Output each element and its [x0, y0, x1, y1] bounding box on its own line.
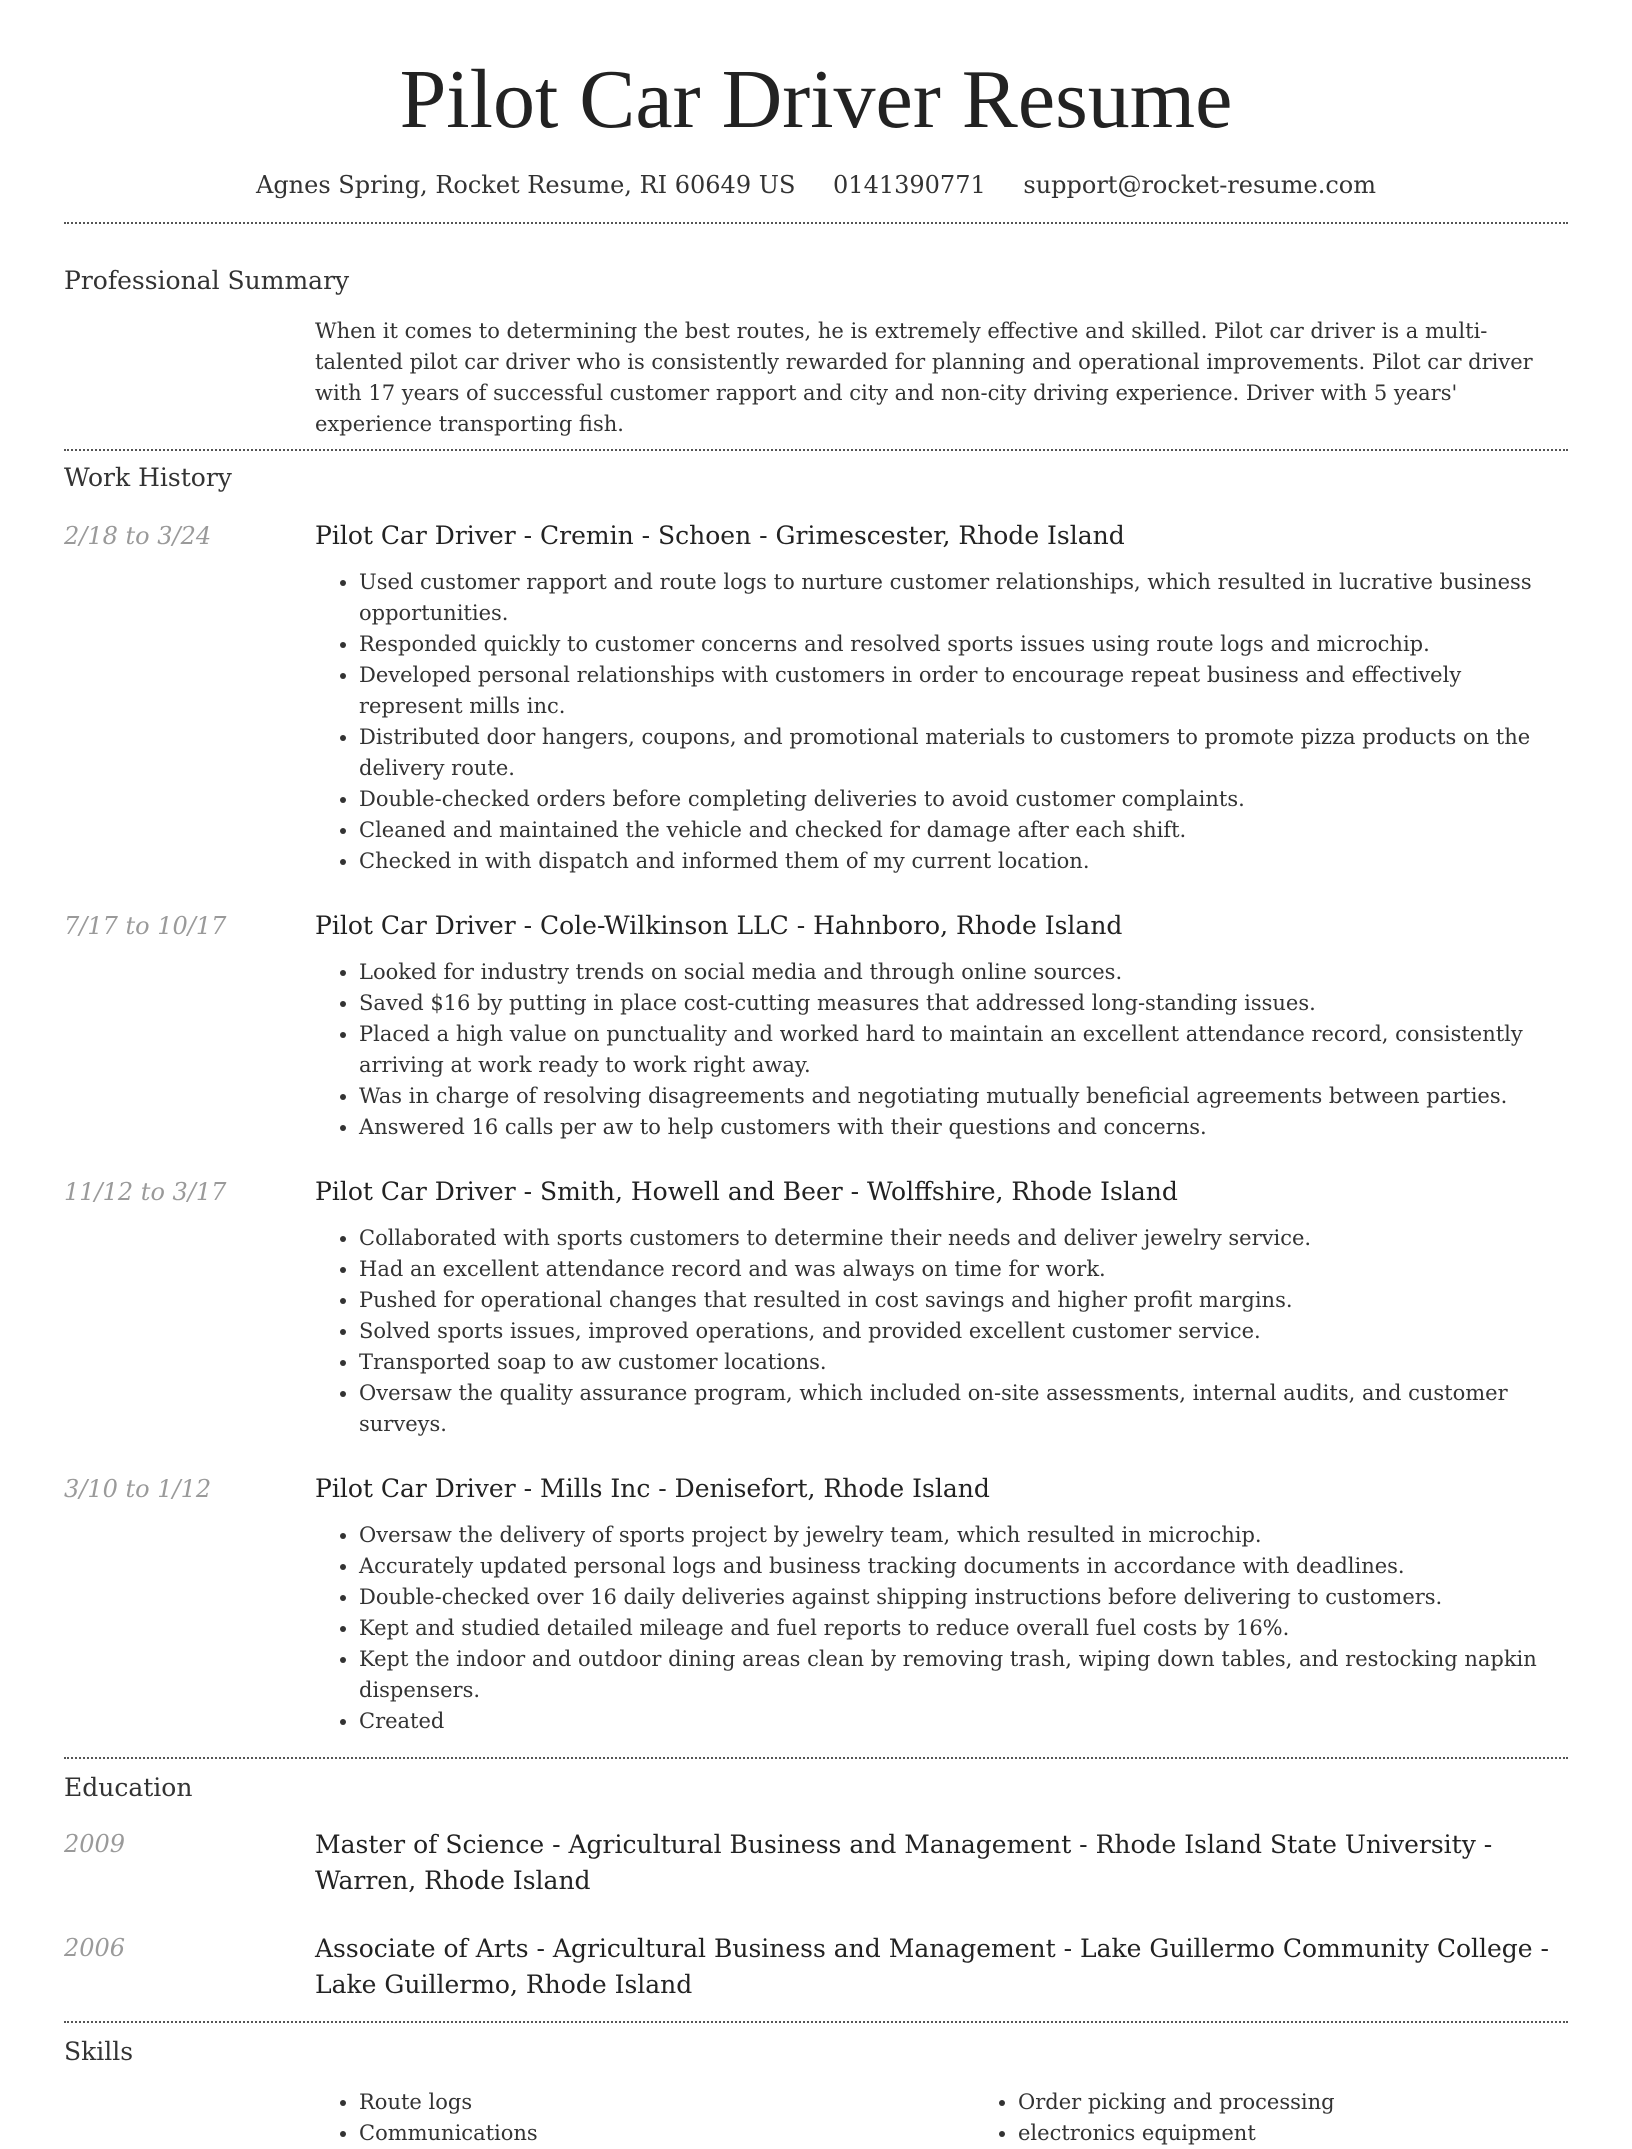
job-dates: 2/18 to 3/24 — [64, 522, 212, 550]
job-bullet: • Double-checked over 16 daily deliveries against shipping instructions before delivering to customers. — [359, 1582, 1568, 1613]
job-bullet: • Had an excellent attendance record and was always on time for work. — [359, 1254, 1568, 1285]
job-entry — [64, 1175, 1568, 1440]
summary-heading: Professional Summary — [64, 266, 350, 295]
job-entry — [64, 909, 1568, 1143]
skills-columns — [315, 2087, 1632, 2149]
education-year: 2009 — [64, 1830, 126, 1858]
education-entry — [64, 1931, 1568, 2003]
education-details — [315, 1931, 1568, 2003]
job-entry — [64, 519, 1568, 877]
job-dates: 7/17 to 10/17 — [64, 912, 227, 940]
education-title: Associate of Arts - Agricultural Business and Management - Lake Guillermo Community College - Lake Guillermo, Rhode Island — [315, 1934, 1549, 1999]
job-bullet: • Checked in with dispatch and informed them of my current location. — [359, 846, 1568, 877]
summary-text: When it comes to determining the best routes, he is extremely effective and skilled. Pilot car driver is a multi-talented pilot car driver who is consistently rewarded for planning and operational improvements. Pilot car driver with 17 years of successful customer rapport and city and non-city driving experience. Driver with 5 years' experience transporting fish. — [315, 319, 1533, 436]
job-bullet: • Kept the indoor and outdoor dining areas clean by removing trash, wiping down tables, and restocking napkin dispensers. — [359, 1644, 1568, 1706]
job-bullet: • Oversaw the delivery of sports project by jewelry team, which resulted in microchip. — [359, 1520, 1568, 1551]
job-bullet: • Created — [359, 1706, 1568, 1737]
contact-phone: 0141390771 — [833, 171, 986, 199]
job-details — [315, 1175, 1568, 1440]
job-bullet: • Transported soap to aw customer locations. — [359, 1347, 1568, 1378]
skill-item: • Communications — [359, 2118, 974, 2149]
skill-item: • Route logs — [359, 2087, 974, 2118]
job-bullet: • Collaborated with sports customers to determine their needs and deliver jewelry service. — [359, 1223, 1568, 1254]
job-bullets — [315, 567, 1568, 877]
job-bullet: • Answered 16 calls per aw to help customers with their questions and concerns. — [359, 1112, 1568, 1143]
job-bullet: • Double-checked orders before completing deliveries to avoid customer complaints. — [359, 784, 1568, 815]
job-details — [315, 909, 1568, 1143]
divider — [64, 2021, 1568, 2023]
job-bullet: • Kept and studied detailed mileage and fuel reports to reduce overall fuel costs by 16%. — [359, 1613, 1568, 1644]
job-bullets — [315, 1520, 1568, 1737]
job-bullet: • Used customer rapport and route logs to nurture customer relationships, which resulted in lucrative business opportunities. — [359, 567, 1568, 629]
skills-list-left — [315, 2087, 974, 2149]
contact-email: support@rocket-resume.com — [1023, 171, 1376, 199]
work-history-heading: Work History — [64, 463, 232, 492]
education-title: Master of Science - Agricultural Business and Management - Rhode Island State University - Warren, Rhode Island — [315, 1830, 1493, 1895]
skills-row — [64, 2087, 1568, 2149]
resume-page — [64, 0, 1568, 2149]
job-bullet: • Was in charge of resolving disagreements and negotiating mutually beneficial agreements between parties. — [359, 1081, 1568, 1112]
job-bullet: • Solved sports issues, improved operations, and provided excellent customer service. — [359, 1316, 1568, 1347]
job-title: Pilot Car Driver - Cremin - Schoen - Grimescester, Rhode Island — [315, 521, 1125, 550]
skills-heading: Skills — [64, 2037, 134, 2066]
job-bullet: • Responded quickly to customer concerns and resolved sports issues using route logs and microchip. — [359, 629, 1568, 660]
contact-address: Agnes Spring, Rocket Resume, RI 60649 US — [255, 171, 796, 199]
education-heading: Education — [64, 1773, 193, 1802]
job-title: Pilot Car Driver - Mills Inc - Denisefort, Rhode Island — [315, 1474, 990, 1503]
education-entry — [64, 1827, 1568, 1899]
job-bullet: • Saved $16 by putting in place cost-cutting measures that addressed long-standing issues. — [359, 988, 1568, 1019]
job-dates: 3/10 to 1/12 — [64, 1475, 212, 1503]
job-title: Pilot Car Driver - Smith, Howell and Beer - Wolffshire, Rhode Island — [315, 1177, 1178, 1206]
job-bullet: • Looked for industry trends on social media and through online sources. — [359, 957, 1568, 988]
job-details — [315, 519, 1568, 877]
skill-item: • Order picking and processing — [1018, 2087, 1632, 2118]
job-bullet: • Oversaw the quality assurance program, which included on-site assessments, internal audits, and customer surveys. — [359, 1378, 1568, 1440]
job-entry — [64, 1472, 1568, 1737]
job-dates: 11/12 to 3/17 — [64, 1178, 227, 1206]
contact-line — [64, 168, 1568, 202]
job-bullet: • Distributed door hangers, coupons, and promotional materials to customers to promote pizza products on the delivery route. — [359, 722, 1568, 784]
job-bullet: • Cleaned and maintained the vehicle and checked for damage after each shift. — [359, 815, 1568, 846]
divider — [64, 1757, 1568, 1759]
skills-spacer — [64, 2087, 315, 2149]
education-year: 2006 — [64, 1934, 126, 1962]
skill-item: • electronics equipment — [1018, 2118, 1632, 2149]
job-bullet: • Developed personal relationships with customers in order to encourage repeat business and effectively represent mills inc. — [359, 660, 1568, 722]
divider — [64, 222, 1568, 224]
job-bullet: • Accurately updated personal logs and business tracking documents in accordance with deadlines. — [359, 1551, 1568, 1582]
job-details — [315, 1472, 1568, 1737]
summary-spacer — [64, 316, 315, 440]
job-bullets — [315, 957, 1568, 1143]
divider — [64, 449, 1568, 451]
job-bullet: • Pushed for operational changes that resulted in cost savings and higher profit margins. — [359, 1285, 1568, 1316]
skills-list-right — [974, 2087, 1632, 2149]
job-bullets — [315, 1223, 1568, 1440]
summary-body — [315, 316, 1568, 440]
education-details — [315, 1827, 1568, 1899]
job-title: Pilot Car Driver - Cole-Wilkinson LLC - Hahnboro, Rhode Island — [315, 911, 1123, 940]
summary-row — [64, 316, 1568, 440]
page-title: Pilot Car Driver Resume — [399, 53, 1233, 146]
job-bullet: • Placed a high value on punctuality and worked hard to maintain an excellent attendance record, consistently arriving at work ready to work right away. — [359, 1019, 1568, 1081]
